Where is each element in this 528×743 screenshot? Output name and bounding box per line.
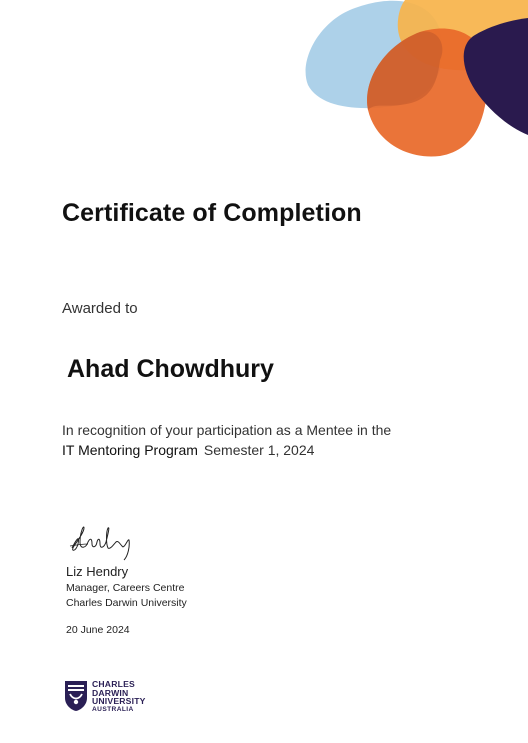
program-name: IT Mentoring Program — [62, 442, 198, 458]
crest-icon — [64, 680, 88, 712]
signatory-name: Liz Hendry — [66, 564, 129, 579]
logo-wordmark — [92, 680, 146, 714]
recipient-name: Ahad Chowdhury — [67, 355, 274, 383]
issue-date: 20 June 2024 — [66, 624, 130, 636]
signatory-role: Manager, Careers Centre — [66, 582, 185, 594]
university-logo — [64, 680, 146, 714]
logo-line-charles: CHARLES — [92, 679, 135, 689]
logo-line-australia: AUSTRALIA — [92, 705, 134, 713]
recognition-text: In recognition of your participation as a Mentee in the — [62, 422, 392, 438]
logo-line-university: UNIVERSITY — [92, 696, 146, 706]
certificate-title: Certificate of Completion — [62, 199, 362, 227]
logo-line-darwin: DARWIN — [92, 687, 129, 698]
program-line — [62, 442, 314, 458]
semester-text: Semester 1, 2024 — [203, 442, 315, 458]
signature-icon — [66, 522, 136, 562]
signatory-organisation: Charles Darwin University — [66, 597, 187, 609]
awarded-label: Awarded to — [62, 300, 138, 317]
